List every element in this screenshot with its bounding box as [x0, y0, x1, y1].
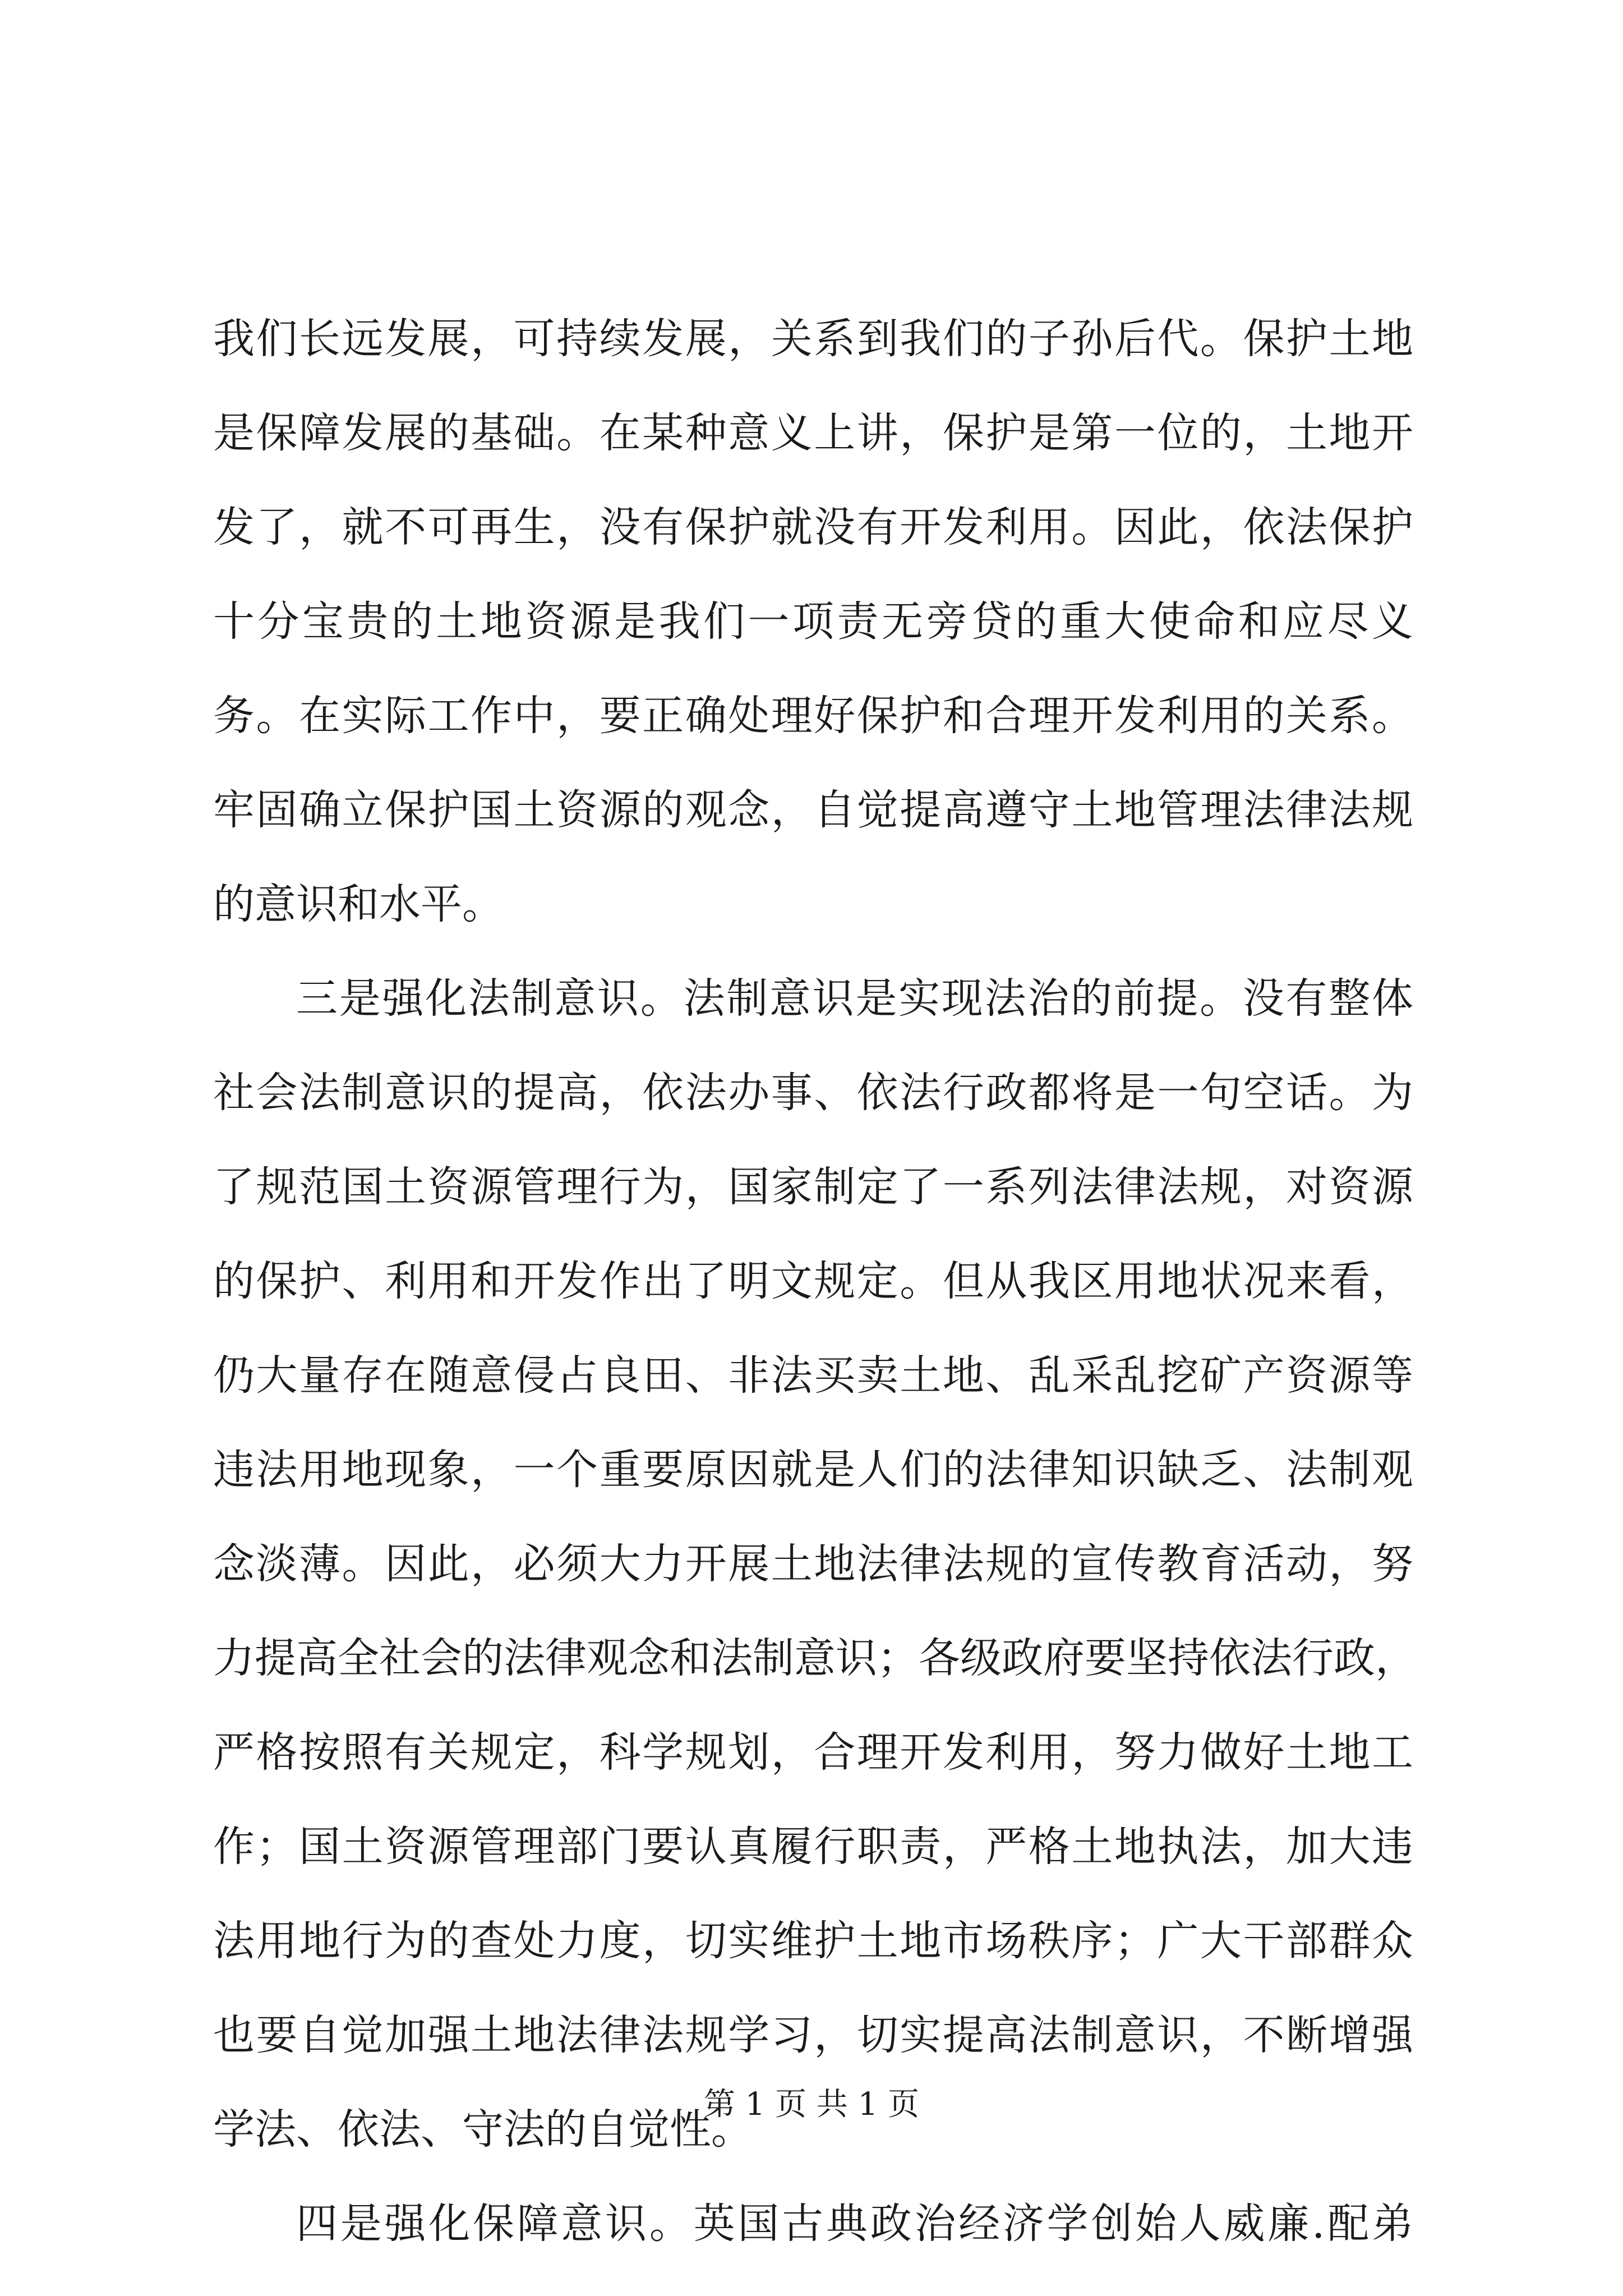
page-footer: 第 1 页 共 1 页	[703, 2086, 920, 2123]
text-line: 是保障发展的基础。在某种意义上讲，保护是第一位的，土地开	[213, 409, 1413, 457]
text-line: 十分宝贵的土地资源是我们一项责无旁贷的重大使命和应尽义	[213, 597, 1413, 646]
text-line: 牢固确立保护国土资源的观念，自觉提高遵守土地管理法律法规	[213, 786, 1413, 834]
text-line: 作；国土资源管理部门要认真履行职责，严格土地执法，加大违	[213, 1823, 1413, 1871]
text-line: 念淡薄。因此，必须大力开展土地法律法规的宣传教育活动，努	[213, 1540, 1413, 1588]
text-line: 仍大量存在随意侵占良田、非法买卖土地、乱采乱挖矿产资源等	[213, 1351, 1413, 1400]
text-line: 我们长远发展，可持续发展，关系到我们的子孙后代。保护土地	[213, 315, 1413, 363]
document-body	[213, 292, 1417, 2271]
text-line: 违法用地现象，一个重要原因就是人们的法律知识缺乏、法制观	[213, 1446, 1413, 1494]
text-line: 三是强化法制意识。法制意识是实现法治的前提。没有整体	[296, 974, 1413, 1023]
text-line: 严格按照有关规定，科学规划，合理开发利用，努力做好土地工	[213, 1728, 1413, 1777]
text-line: 四是强化保障意识。英国古典政治经济学创始人威廉.配弟	[296, 2200, 1413, 2248]
text-line: 的意识和水平。	[213, 880, 504, 928]
text-line: 法用地行为的查处力度，切实维护土地市场秩序；广大干部群众	[213, 1917, 1413, 1965]
text-line: 的保护、利用和开发作出了明文规定。但从我区用地状况来看，	[213, 1257, 1413, 1305]
text-line: 务。在实际工作中，要正确处理好保护和合理开发利用的关系。	[213, 692, 1413, 740]
text-line: 学法、依法、守法的自觉性。	[213, 2105, 753, 2154]
text-line: 发了，就不可再生，没有保护就没有开发利用。因此，依法保护	[213, 503, 1413, 551]
text-line: 也要自觉加强土地法律法规学习，切实提高法制意识，不断增强	[213, 2011, 1413, 2059]
text-line: 社会法制意识的提高，依法办事、依法行政都将是一句空话。为	[213, 1069, 1413, 1117]
text-line: 力提高全社会的法律观念和法制意识；各级政府要坚持依法行政，	[213, 1634, 1417, 1682]
text-line: 了规范国土资源管理行为，国家制定了一系列法律法规，对资源	[213, 1163, 1413, 1211]
